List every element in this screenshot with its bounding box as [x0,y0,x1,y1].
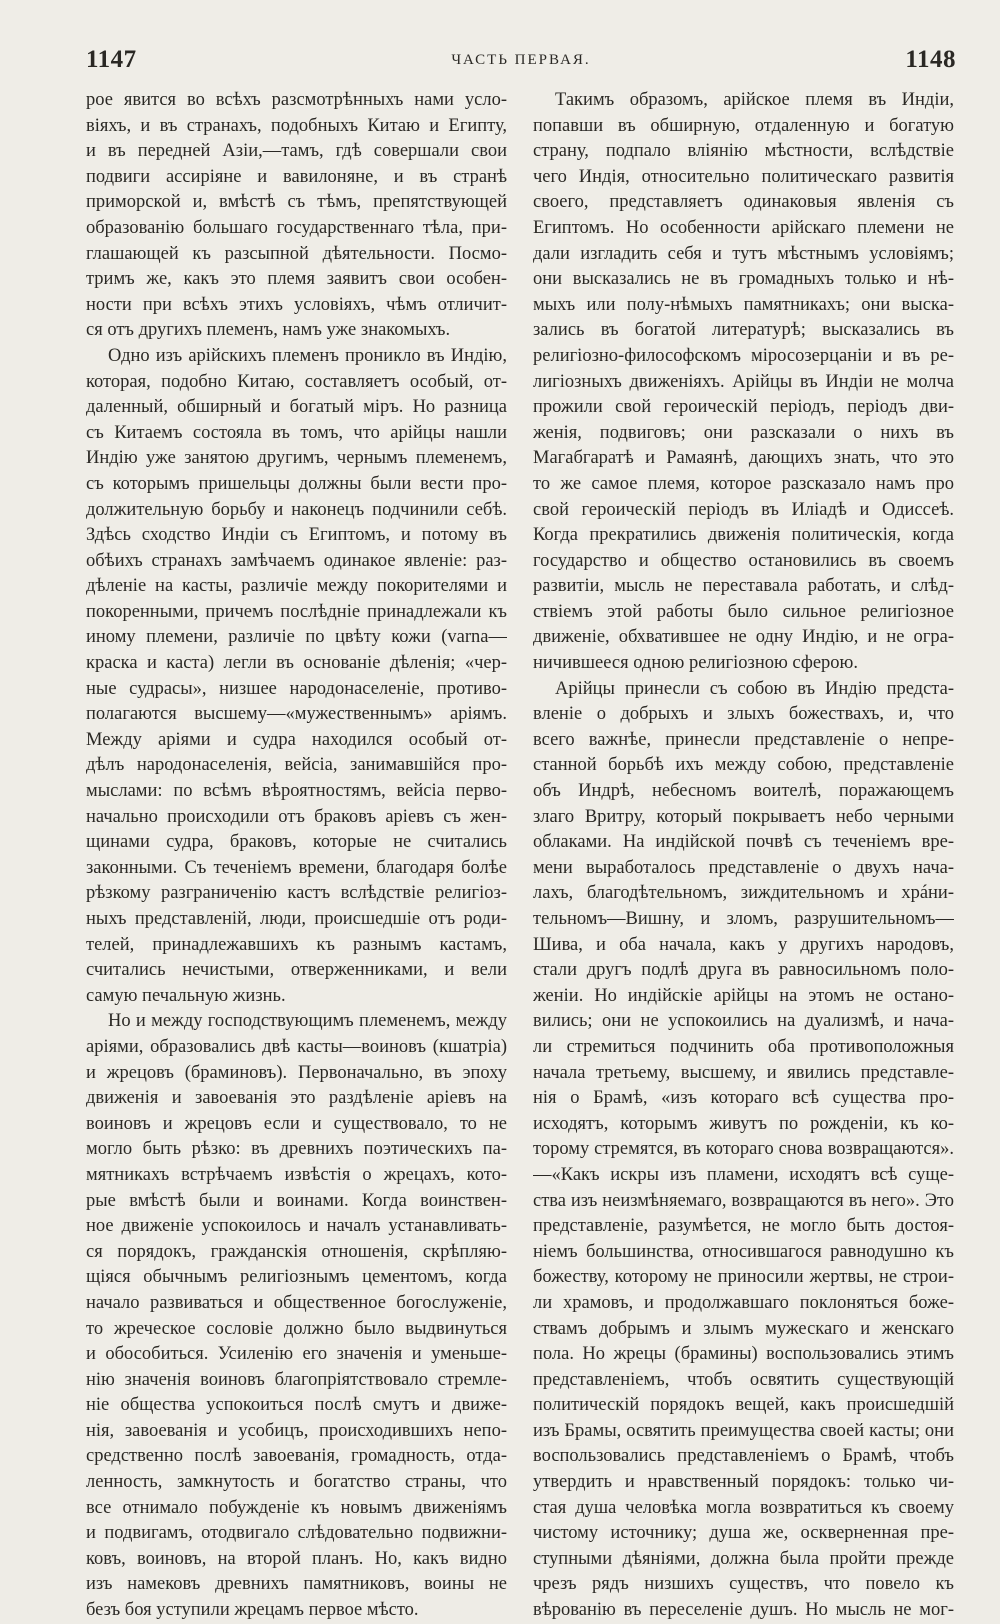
text-line: все отнимало побужденіе къ новымъ движеніямъ [86,1497,507,1518]
text-line: безъ боя уступили жрецамъ первое мѣсто. [86,1600,419,1621]
text-line: торому стремятся, въ котораго снова возвращаются». [533,1139,954,1160]
text-line: обѣихъ странахъ замѣчаемъ одинакое явленіе: раз- [86,550,507,571]
text-line: Когда прекратились движенія политическія, когда [533,525,954,546]
text-line: приморской и, вмѣстѣ съ тѣмъ, препятствующей [86,192,507,213]
text-line: віяхъ, и въ странахъ, подобныхъ Китаю и Египту, [86,115,507,136]
text-line: свой героическій періодъ въ Иліадѣ и Одиссеѣ. [533,499,954,520]
text-line: Здѣсь сходство Индіи съ Египтомъ, и потому въ [86,525,507,546]
text-line: утвердить и нравственный порядокъ: только чи- [533,1472,954,1493]
text-line: облаками. На индійской почвѣ съ теченіемъ вре- [533,832,954,853]
text-line: прожили свой героическій періодъ, періодъ дви- [533,397,954,418]
left-page-number: 1147 [86,46,137,73]
text-line: и въ передней Азіи,—тамъ, гдѣ совершали свои [86,141,507,162]
text-line: религіозно-философскомъ міросозерцаніи и въ ре- [533,345,954,366]
text-line: исходятъ, которымъ живутъ по рожденіи, къ ко- [533,1113,954,1134]
text-line: рое явится во всѣхъ разсмотрѣнныхъ нами усло- [86,90,507,110]
text-line: чистому источнику; душа же, оскверненная пре- [533,1523,954,1544]
text-line: ничившееся одною религіозною сферою. [533,653,858,674]
text-line: нія о Брамѣ, «изъ котораго всѣ существа про- [533,1088,954,1109]
text-line: женія, подвиговъ; они разсказали о нихъ въ [533,422,954,443]
left-text-column [86,88,507,1624]
text-line: злаго Вритру, который покрываетъ небо черными [533,806,954,827]
text-line: страну, подпало вліянію мѣстности, вслѣдствіе [533,141,954,162]
text-line: движеніе, обхватившее не одну Индію, и не огра- [533,627,954,648]
text-line: чего Индія, относительно политическаго развитія [533,166,954,187]
text-line: мыхъ или полу-нѣмыхъ памятникахъ; они выска- [533,294,954,315]
text-line: тельномъ—Вишну, и зломъ, разрушительномъ— [533,909,954,929]
text-line: лахъ, благодѣтельномъ, зиждительномъ и хрáни- [533,883,954,904]
text-line: чрезъ рядъ низшихъ существъ, что повело къ [533,1574,954,1595]
text-line: нію значенія воиновъ благопріятствовало стремле- [86,1369,507,1390]
text-line: попавши въ обширную, отдаленную и богатую [533,115,954,136]
text-line: изъ намековъ древнихъ памятниковъ, воины не [86,1574,507,1595]
right-text-column [533,88,954,1624]
text-line: щинами судра, браковъ, которые не считались [86,832,507,853]
text-line: ства изъ неизмѣняемаго, возвращаются въ него». Это [533,1190,954,1211]
text-line: изъ Брамы, освятить преимущества своей касты; они [533,1420,954,1441]
text-line: вились; они не успокоились на дуализмѣ, и нача- [533,1011,954,1032]
text-line: ся отъ другихъ племенъ, намъ уже знакомыхъ. [86,320,451,341]
text-line: они высказались не въ громадныхъ только и нѣ- [533,269,954,290]
text-line: дали изгладить себя и тутъ мѣстнымъ условіямъ; [533,243,954,264]
text-line: ные судрасы», низшее народонаселеніе, противо- [86,678,507,699]
text-line: политическій порядокъ вещей, какъ происшедшій [533,1395,954,1416]
text-line: аріями, образовались двѣ касты—воиновъ (кшатріа) [86,1036,507,1057]
text-line: средственно послѣ завоеванія, громадность, отда- [86,1446,507,1467]
text-line: ніемъ большинства, относившагося равнодушно къ [533,1241,954,1262]
text-line: и подвигамъ, отодвигало слѣдовательно подвижни- [86,1523,507,1544]
text-line: мятникахъ встрѣчаемъ извѣстія о жрецахъ, кото- [86,1164,507,1185]
text-line: и обособиться. Усиленію его значенія и уменьше- [86,1344,507,1365]
text-line: начально происходили отъ браковъ аріевъ съ жен- [86,806,507,827]
text-line: Египтомъ. Но особенности арійскаго племени не [533,217,954,238]
text-line: начала третьему, высшему, и явились представле- [533,1062,954,1083]
text-line: станной борьбѣ ихъ между собою, представленіе [533,755,954,776]
text-line: Магабгаратѣ и Рамаянѣ, дающихъ знать, что это [533,448,954,469]
text-line: ствамъ добрымъ и злымъ мужескаго и женскаго [533,1318,954,1339]
text-line: покоренными, причемъ послѣдніе принадлежали къ [86,601,507,622]
text-line: дѣлъ народонаселенія, вейсіа, занимавшійся про- [86,755,507,776]
text-line: считались нечистыми, отверженниками, и вели [86,960,507,981]
text-line: то же самое племя, которое разсказало намъ про [533,473,954,494]
text-line: съ которымъ пришельцы должны были вести про- [86,473,507,494]
text-line: мени выработалось представленіе о двухъ нача- [533,857,954,878]
text-line: Но и между господствующимъ племенемъ, между [108,1011,507,1032]
text-line: ное движеніе успокоилось и началъ устанавливать- [86,1216,507,1237]
text-line: представленіемъ, чтобъ освятить существующій [533,1369,954,1390]
text-line: даленный, обширный и богатый міръ. Но разница [86,397,507,418]
text-line: Индію уже занятою другимъ, чернымъ племенемъ, [86,448,507,469]
text-line: рые вмѣстѣ были и воинами. Когда воинствен- [86,1190,507,1211]
text-line: иному племени, различіе по цвѣту кожи (varna— [86,627,507,648]
text-line: Между аріями и судра находился особый от- [86,729,507,750]
text-line: ся порядокъ, гражданскія отношенія, скрѣпляю- [86,1241,507,1262]
text-line: образованію большаго государственнаго тѣла, при- [86,217,507,238]
text-line: стали другъ подлѣ друга въ равносильномъ поло- [533,960,954,981]
text-line: начало развиваться и общественное богослуженіе, [86,1292,507,1313]
text-line: ныхъ представленій, люди, происшедшіе отъ роди- [86,909,507,929]
text-line: пола. Но жрецы (брамины) воспользовались этимъ [533,1344,954,1365]
text-line: Одно изъ арійскихъ племенъ проникло въ Индію, [108,345,507,366]
text-line: самую печальную жизнь. [86,985,286,1006]
text-line: своего, представляетъ одинаковыя явленія съ [533,192,954,213]
text-line: развитіи, мысль не переставала работать, и слѣд- [533,576,954,597]
text-line: могло быть рѣзко: въ древнихъ поэтическихъ па- [86,1139,507,1160]
text-line: щіяся обычнымъ религіознымъ цементомъ, когда [86,1267,507,1288]
text-line: дѣленіе на касты, различіе между покорителями и [86,576,507,597]
text-line: подвиги ассиріяне и вавилоняне, и въ странѣ [86,166,507,187]
text-line: вѣрованію въ переселеніе душъ. Но мысль не мог- [533,1600,954,1621]
running-head: ЧАСТЬ ПЕРВАЯ. [451,52,591,68]
text-line: представленіе, разумѣется, не могло быть достоя- [533,1216,954,1237]
text-line: зались въ богатой литературѣ; высказались въ [533,320,954,341]
text-line: божеству, которому не приносили жертвы, не строи- [533,1267,954,1288]
text-line: лигіозныхъ движеніяхъ. Арійцы въ Индіи не молча [533,371,954,392]
text-line: движенія и завоеванія это раздѣленіе аріевъ на [86,1088,507,1109]
text-line: ли стремиться подчинить оба противоположныя [533,1036,954,1057]
text-line: то жреческое сословіе должно было выдвинуться [86,1318,507,1339]
text-line: стая душа человѣка могла возвратиться къ своему [533,1497,954,1518]
text-line: вленіе о добрыхъ и злыхъ божествахъ, и, что [533,704,954,725]
text-line: должительную борьбу и наконецъ подчинили себѣ. [86,499,507,520]
text-line: краска и каста) легли въ основаніе дѣленія; «чер- [86,653,507,674]
text-line: нія, завоеванія и усобицъ, происходившихъ непо- [86,1420,507,1441]
text-line: съ Китаемъ состояла въ томъ, что арійцы нашли [86,422,507,443]
text-line: женіи. Но индійскіе арійцы на этомъ не остано- [533,985,954,1006]
text-line: —«Какъ искры изъ пламени, исходятъ всѣ суще- [533,1164,954,1185]
text-line: Такимъ образомъ, арійское племя въ Индіи, [555,90,954,110]
text-line: которая, подобно Китаю, составляетъ особый, от- [86,371,507,392]
text-line: и жрецовъ (браминовъ). Первоначально, въ эпоху [86,1062,507,1083]
text-line: ковъ, воиновъ, на второй планъ. Но, какъ видно [86,1548,507,1569]
text-line: всего важнѣе, принесли представленіе о непре- [533,729,954,750]
text-line: законными. Съ теченіемъ времени, благодаря болѣе [86,857,507,878]
right-page-number: 1148 [905,46,956,73]
page-header [86,40,956,80]
text-line: государство и общество остановились въ своемъ [533,550,954,571]
text-line: ленность, замкнутость и богатство страны, что [86,1472,507,1493]
text-line: объ Индрѣ, небесномъ воителѣ, поражающемъ [533,781,954,802]
text-line: воиновъ и жрецовъ если и существовало, то не [86,1113,507,1134]
text-line: ли храмовъ, и продолжавшаго поклоняться боже- [533,1292,954,1313]
text-line: телей, принадлежавшихъ къ разнымъ кастамъ, [86,934,507,955]
text-line: ности при всѣхъ этихъ условіяхъ, чѣмъ отличит- [86,294,507,315]
text-line: тримъ же, какъ это племя заявитъ свои особен- [86,269,507,290]
text-line: ніе общества успокоиться послѣ смутъ и движе- [86,1395,507,1416]
text-line: глашающей къ разсыпной дѣятельности. Посмо- [86,243,507,264]
text-line: полагаются высшему—«мужественнымъ» аріямъ. [86,704,507,725]
text-line: ствіемъ этой работы было сильное религіозное [533,601,954,622]
text-line: Арійцы принесли съ собою въ Индію предста- [555,678,954,699]
text-line: ступными дѣяніями, должна была пройти прежде [533,1548,954,1569]
text-line: воспользовались представленіемъ о Брамѣ, чтобъ [533,1446,954,1467]
text-line: рѣзкому разграниченію кастъ вслѣдствіе религіоз- [86,883,507,904]
text-line: мыслами: по всѣмъ вѣроятностямъ, вейсіа перво- [86,781,507,802]
text-line: Шива, и оба начала, какъ у другихъ народовъ, [533,934,954,955]
